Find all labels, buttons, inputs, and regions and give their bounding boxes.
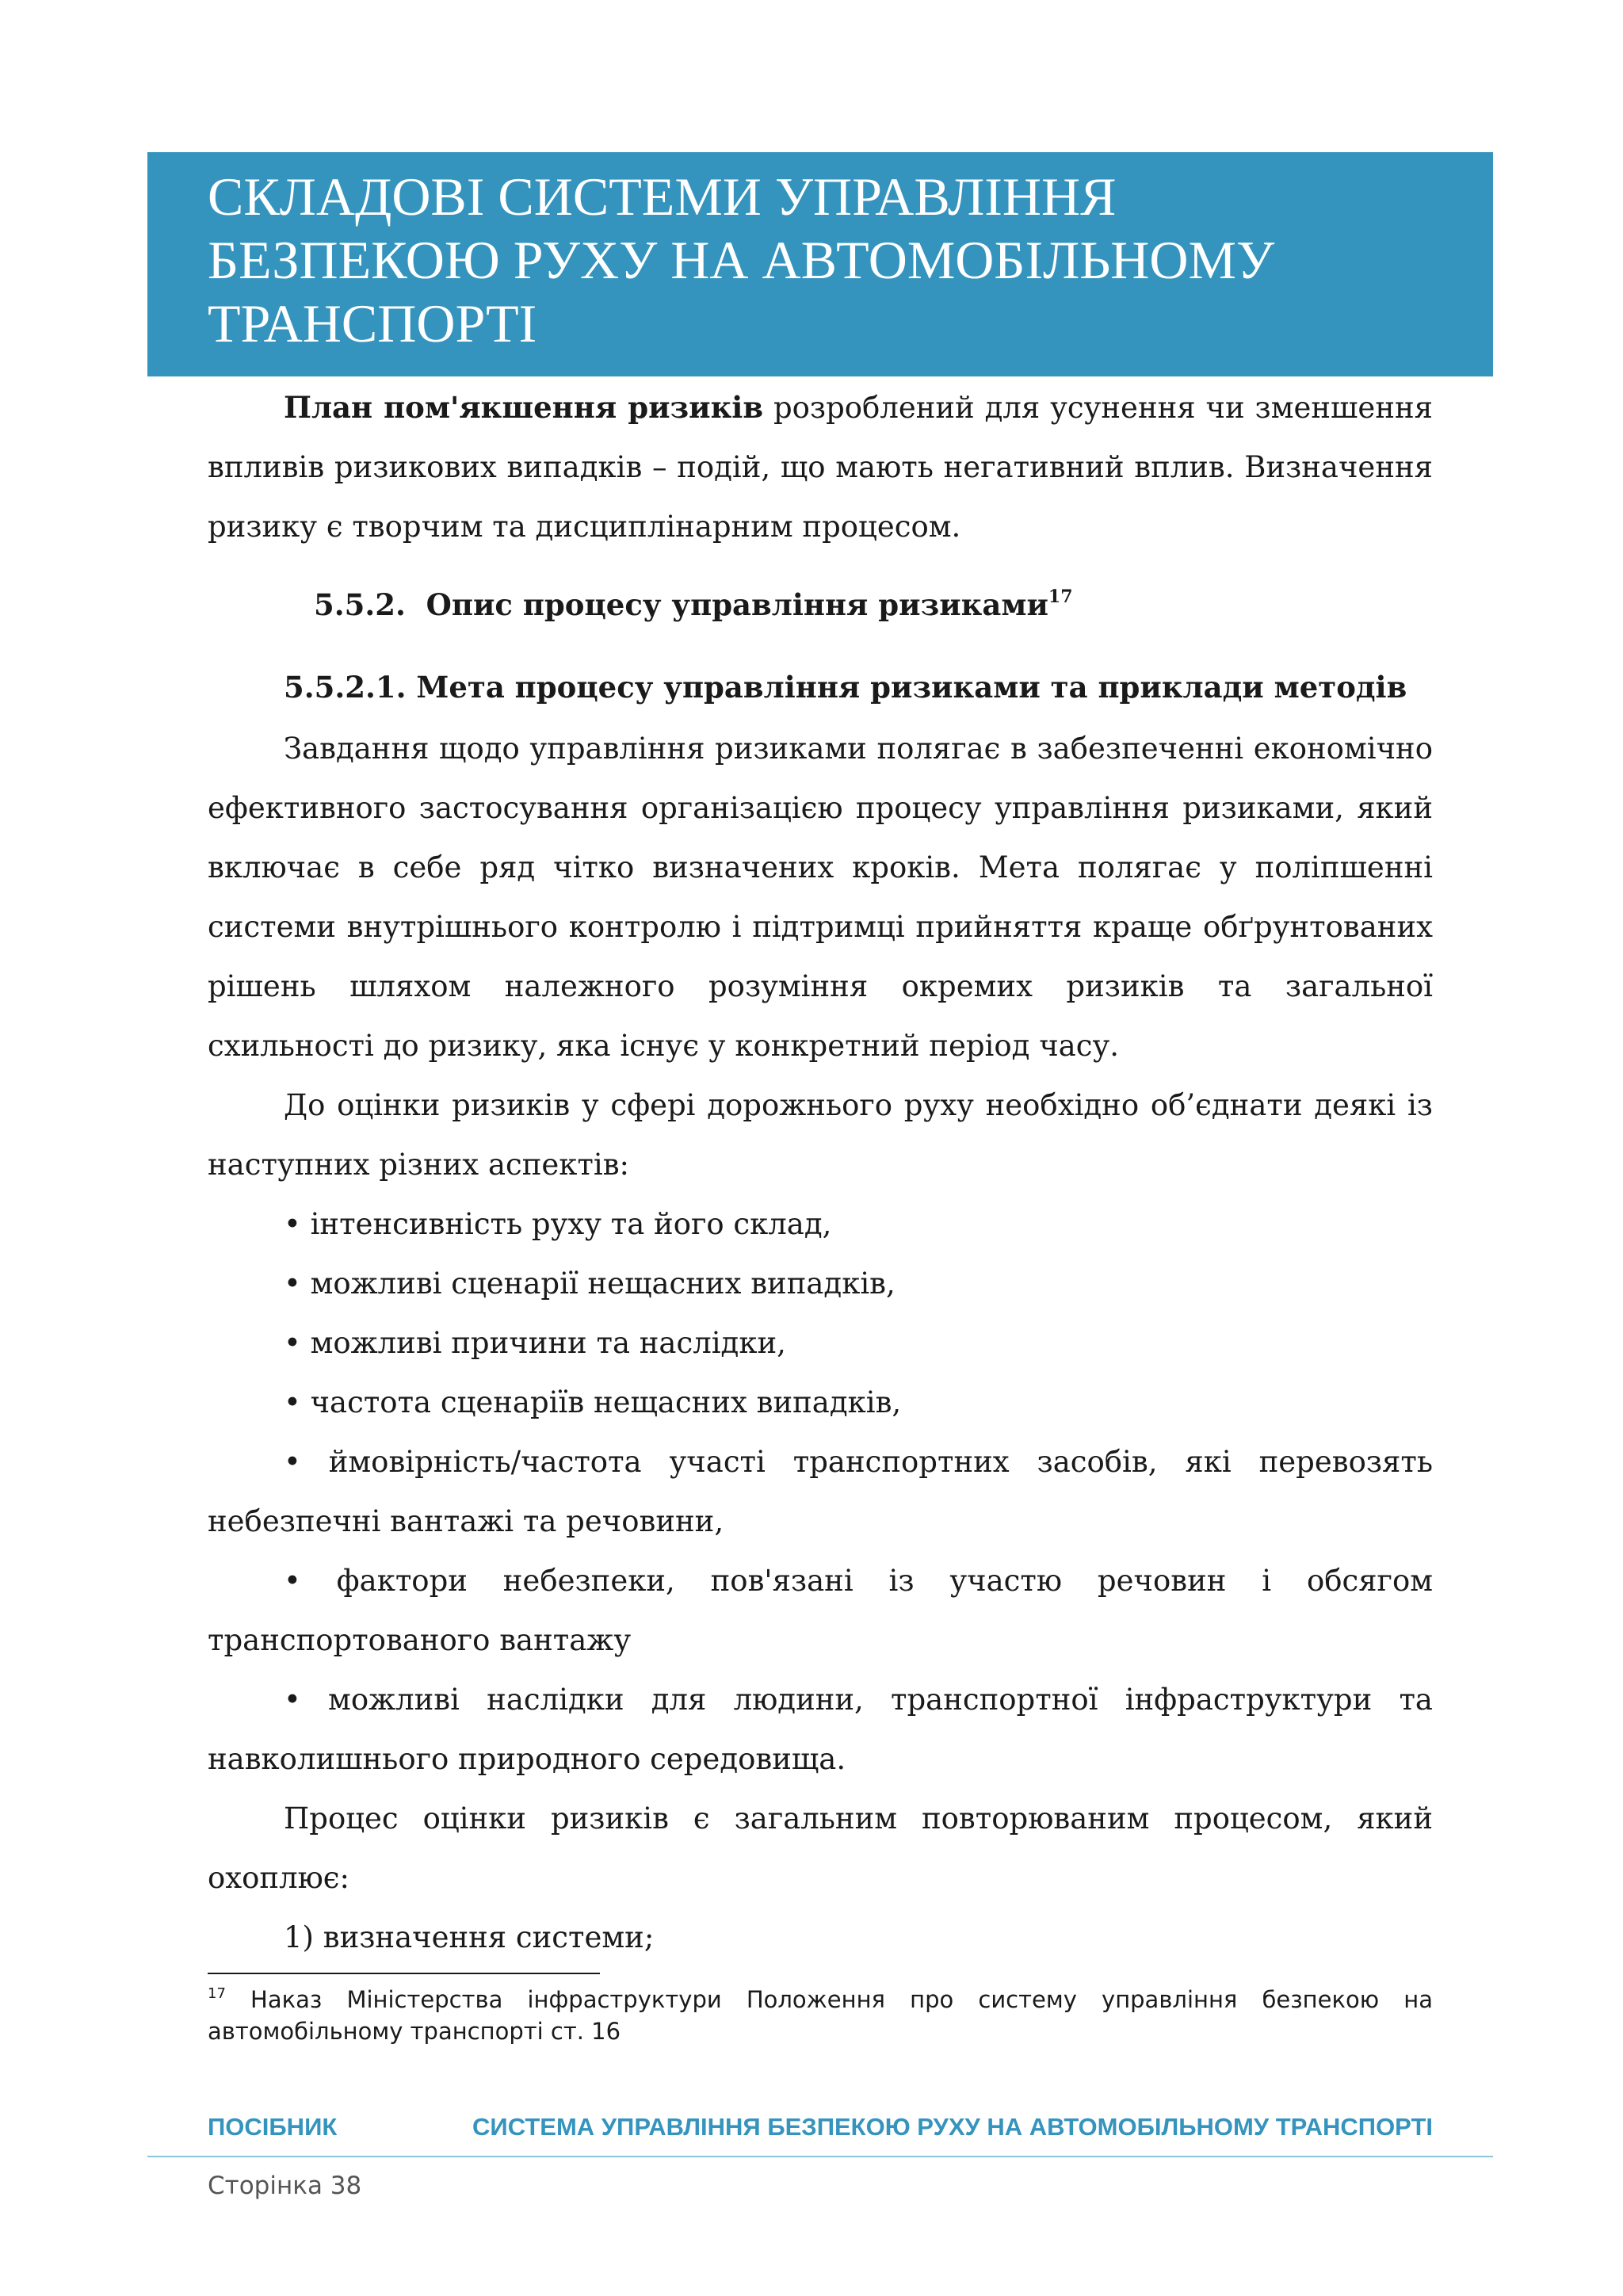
section-banner: [147, 152, 1493, 376]
footer-guide-label: ПОСІБНИК: [208, 2113, 338, 2141]
chapter-title-line-1: СКЛАДОВІ СИСТЕМИ УПРАВЛІННЯ: [208, 166, 1117, 227]
chapter-title-line-3: ТРАНСПОРТІ: [208, 293, 537, 353]
intro-text: розроблений для усунення чи зменшення впливів ризикових випадків – подій, що мають негативний вплив. Визначення ризику є творчим та дисциплінарним процесом.: [208, 391, 1433, 544]
footnote: [208, 1984, 1433, 2047]
section-5521-heading: [208, 658, 1433, 717]
section-heading-5521: [208, 658, 1433, 717]
footer-divider: [147, 2156, 1493, 2157]
paragraph-process: Процес оцінки ризиків є загальним повторюваним процесом, який охоплює:: [208, 1801, 1433, 1895]
bullet-item: • ймовірність/частота участі транспортних засобів, які перевозять небезпечні вантажі та речовини,: [208, 1445, 1433, 1538]
section-5521-number: 5.5.2.1.: [284, 670, 407, 705]
bullet-item: • можливі наслідки для людини, транспортної інфраструктури та навколишнього природного середовища.: [208, 1683, 1433, 1776]
bullet-item: • інтенсивність руху та його склад,: [284, 1207, 832, 1241]
bullet-item: • можливі причини та наслідки,: [284, 1326, 786, 1360]
section-552-number: 5.5.2.: [314, 587, 406, 622]
intro-paragraph: [208, 378, 1433, 556]
paragraph-aspects-intro: До оцінки ризиків у сфері дорожнього руху необхідно об’єднати деякі із наступних різних аспектів:: [208, 1088, 1433, 1182]
footer-document-title: СИСТЕМА УПРАВЛІННЯ БЕЗПЕКОЮ РУХУ НА АВТОМОБІЛЬНОМУ ТРАНСПОРТІ: [472, 2113, 1433, 2141]
section-552-heading: [208, 575, 1433, 635]
page-footer: [208, 2107, 1433, 2147]
bullet-item: • частота сценаріїв нещасних випадків,: [284, 1385, 902, 1419]
paragraph-risk-management: Завдання щодо управління ризиками полягає в забезпеченні економічно ефективного застосування організацією процесу управління ризиками, який включає в себе ряд чітко визначених кроків. Мета полягає у поліпшенні системи внутрішнього контролю і підтримці прийняття краще обґрунтованих рішень шляхом належного розуміння окремих ризиків та загальної схильності до ризику, яка існує у конкретний період часу.: [208, 732, 1433, 1063]
section-552-title: Опис процесу управління ризиками: [426, 587, 1048, 622]
page-number: Сторінка 38: [208, 2172, 362, 2200]
numbered-item-1: 1) визначення системи;: [284, 1920, 655, 1954]
footnote-divider: [208, 1973, 600, 1974]
body-text: [208, 719, 1433, 1967]
footnote-text: Наказ Міністерства інфраструктури Положення про систему управління безпекою на автомобільному транспорті ст. 16: [208, 1986, 1433, 2045]
chapter-title-line-2: БЕЗПЕКОЮ РУХУ НА АВТОМОБІЛЬНОМУ: [208, 230, 1275, 290]
section-heading-552: [208, 575, 1433, 635]
bullet-item: • фактори небезпеки, пов'язані із участю речовин і обсягом транспортованого вантажу: [208, 1564, 1433, 1657]
footnote-number: 17: [208, 1985, 226, 2002]
section-5521-title: Мета процесу управління ризиками та приклади методів: [416, 670, 1407, 705]
intro-term: План пом'якшення ризиків: [284, 390, 764, 425]
chapter-title: [208, 165, 1461, 355]
footnote-reference[interactable]: 17: [1048, 586, 1073, 607]
intro-block: [208, 378, 1433, 556]
bullet-item: • можливі сценарії нещасних випадків,: [284, 1266, 896, 1301]
